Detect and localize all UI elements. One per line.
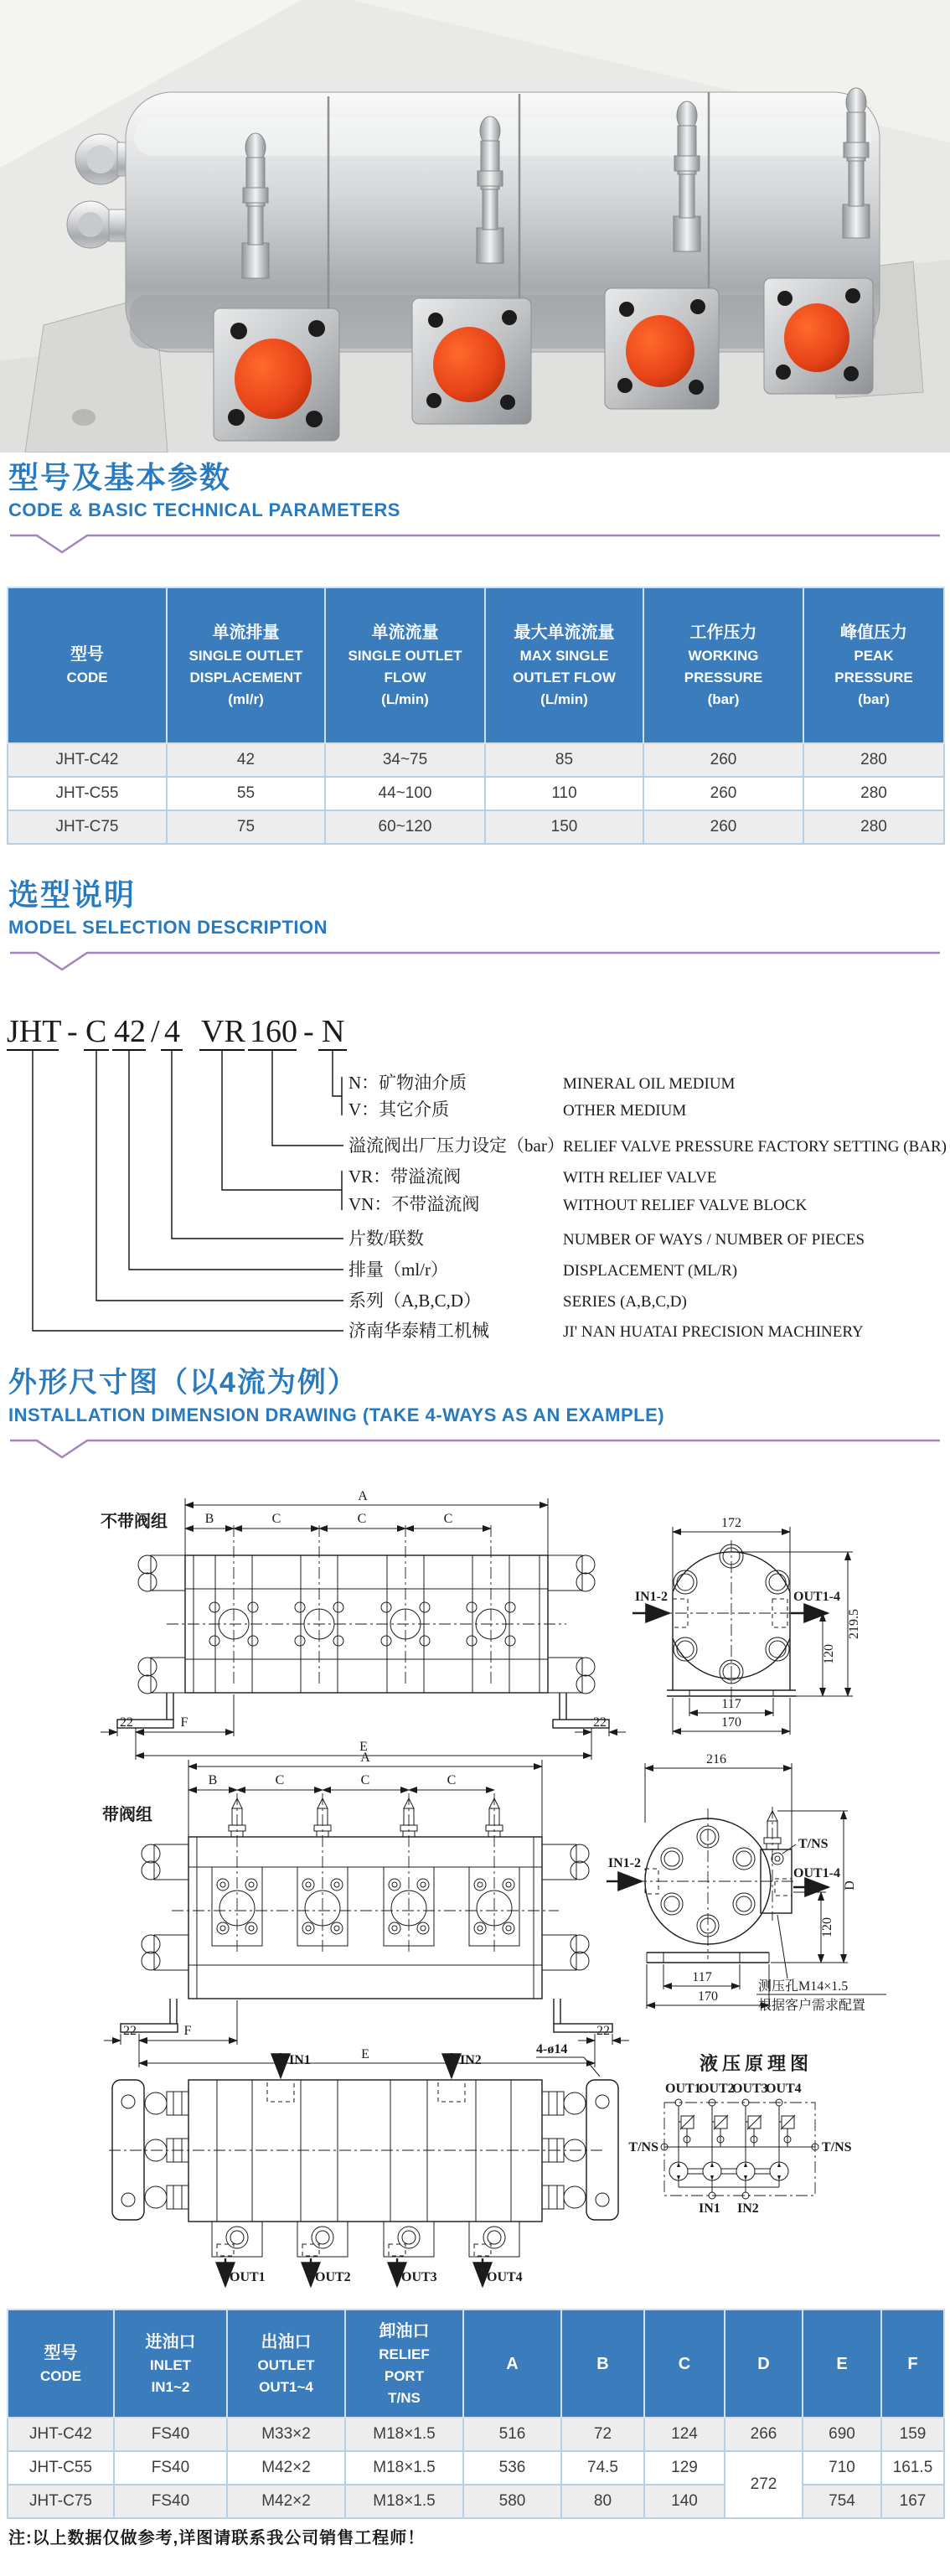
label-vr-en: WITH RELIEF VALVE	[563, 1169, 717, 1187]
cell: FS40	[114, 2485, 227, 2518]
code-connector-lines	[33, 1050, 343, 1331]
dim-170: 170	[698, 1989, 718, 2004]
product-photo-illustration	[0, 0, 950, 453]
dimension-drawings	[0, 1475, 950, 2313]
dim-D: D	[843, 1880, 857, 1891]
cell: JHT-C55	[8, 777, 167, 810]
schematic-out3: OUT3	[732, 2082, 768, 2096]
dim-B: B	[208, 1773, 218, 1787]
ports-col-code: 型号 CODE	[8, 2310, 114, 2418]
dim-120: 120	[822, 1644, 836, 1664]
cell: 159	[881, 2418, 944, 2451]
code-seg-dash2: -	[303, 1014, 314, 1049]
label-medium-n: N：矿物油介质	[349, 1073, 467, 1093]
port-in2: IN2	[460, 2053, 482, 2067]
schematic-in1: IN1	[699, 2201, 720, 2216]
drawing1-end-view	[632, 1516, 861, 1735]
cell: 280	[803, 743, 944, 777]
cell: 75	[167, 810, 325, 844]
cell: M18×1.5	[345, 2485, 463, 2518]
cell: 74.5	[561, 2451, 644, 2485]
cell: FS40	[114, 2418, 227, 2451]
code-seg-series: C	[85, 1014, 107, 1049]
cell: M18×1.5	[345, 2451, 463, 2485]
code-seg-ways: 4	[164, 1014, 180, 1049]
ports-col-E: E	[803, 2310, 881, 2418]
drawing2-end-fittings	[142, 1844, 589, 1970]
dim-22: 22	[593, 1715, 607, 1730]
label-relief-setting: 溢流阀出厂压力设定（bar）	[349, 1135, 565, 1156]
params-col-peak-pressure: 峰值压力 PEAK PRESSURE (bar)	[803, 587, 944, 743]
dim-B: B	[204, 1512, 214, 1526]
cell: 690	[803, 2418, 881, 2451]
ports-col-relief: 卸油口 RELIEF PORT T/NS	[345, 2310, 463, 2418]
dim-E: E	[361, 2047, 369, 2061]
code-labels-en	[563, 1075, 947, 1341]
drawing1-brackets	[117, 1693, 609, 1728]
params-col-working-pressure: 工作压力 WORKING PRESSURE (bar)	[643, 587, 803, 743]
code-seg-dash1: -	[67, 1014, 78, 1049]
cell-merged-D: 272	[725, 2451, 803, 2518]
label-medium-v-en: OTHER MEDIUM	[563, 1102, 687, 1120]
label-ways: 片数/联数	[349, 1229, 424, 1249]
code-seg-jht: JHT	[7, 1014, 62, 1049]
cell: 266	[725, 2418, 803, 2451]
cell: 44~100	[325, 777, 485, 810]
port-out1-4: OUT1-4	[793, 1590, 840, 1604]
schematic-title: 液压原理图	[700, 2053, 813, 2074]
dim-22: 22	[123, 2024, 137, 2038]
params-col-code: 型号 CODE	[8, 587, 167, 743]
label-series: 系列（A,B,C,D）	[349, 1291, 482, 1311]
code-seg-valve: VR	[201, 1014, 245, 1049]
dim-C: C	[360, 1773, 370, 1787]
model-code-diagram	[0, 1001, 950, 1362]
ports-table-header-row	[8, 2310, 944, 2418]
section-divider	[8, 1437, 942, 1461]
dim-C: C	[271, 1512, 281, 1526]
port-out1: OUT1	[230, 2270, 266, 2284]
cell: 536	[463, 2451, 561, 2485]
schematic-tns-left: T/NS	[628, 2140, 658, 2154]
cell: M42×2	[227, 2485, 345, 2518]
dim-C: C	[357, 1512, 367, 1526]
drawing2-stems	[229, 1793, 503, 1954]
cell: 60~120	[325, 810, 485, 844]
cell: 280	[803, 777, 944, 810]
drawing2-brackets	[121, 1999, 612, 2032]
red-cap	[784, 303, 849, 372]
table-row	[8, 2418, 944, 2451]
schematic-in2: IN2	[737, 2201, 759, 2216]
cell: 85	[485, 743, 643, 777]
cell: 280	[803, 810, 944, 844]
port-in1-2: IN1-2	[607, 1856, 641, 1870]
params-table-header-row	[8, 587, 944, 743]
table-row	[8, 743, 944, 777]
section-dimensions-title-zh: 外形尺寸图（以4流为例）	[8, 1367, 358, 1399]
dim-170: 170	[721, 1715, 741, 1730]
drawing2-end-view	[607, 1752, 886, 2013]
params-col-flow: 单流流量 SINGLE OUTLET FLOW (L/min)	[325, 587, 485, 743]
cell: M42×2	[227, 2451, 345, 2485]
dim-C: C	[443, 1512, 453, 1526]
params-table	[7, 587, 945, 845]
cell: 516	[463, 2418, 561, 2451]
dim-172: 172	[721, 1516, 741, 1530]
drawing2-valve-blocks	[212, 1867, 519, 1946]
table-row	[8, 2485, 944, 2518]
drawing-no-valve-group	[101, 1489, 861, 1760]
label-vn: VN：不带溢流阀	[349, 1194, 480, 1214]
params-col-maxflow: 最大单流流量 MAX SINGLE OUTLET FLOW (L/min)	[485, 587, 643, 743]
label-company-en: JI' NAN HUATAI PRECISION MACHINERY	[563, 1323, 864, 1341]
cell: 42	[167, 743, 325, 777]
footer-note: 注:以上数据仅做参考,详图请联系我公司销售工程师！	[8, 2529, 426, 2548]
ports-col-F: F	[881, 2310, 944, 2418]
label-series-en: SERIES (A,B,C,D)	[563, 1293, 687, 1311]
cell: JHT-C75	[8, 810, 167, 844]
dim-117: 117	[692, 1970, 712, 1984]
drawing1-end-fittings	[138, 1555, 595, 1694]
dim-A: A	[360, 1751, 370, 1765]
code-seg-pressure: 160	[250, 1014, 297, 1049]
ports-col-A: A	[463, 2310, 561, 2418]
cell: FS40	[114, 2451, 227, 2485]
dim-216: 216	[706, 1752, 726, 1766]
label-medium-v: V：其它介质	[349, 1099, 450, 1120]
section-selection-title-zh: 选型说明	[8, 877, 137, 912]
table-row	[8, 777, 944, 810]
port-tns: T/NS	[798, 1837, 829, 1851]
section-dimensions	[8, 1364, 943, 1461]
ports-col-B: B	[561, 2310, 644, 2418]
drawing3-outlet-blocks	[212, 2222, 523, 2286]
dim-117: 117	[721, 1697, 741, 1711]
code-seg-medium: N	[322, 1014, 345, 1049]
cell: 260	[643, 777, 803, 810]
schematic-tns-right: T/NS	[822, 2140, 852, 2154]
cell: 72	[561, 2418, 644, 2451]
section-params-title-en: CODE & BASIC TECHNICAL PARAMETERS	[8, 499, 400, 520]
section-params-title-zh: 型号及基本参数	[8, 460, 232, 494]
dim-219-5: 219.5	[847, 1609, 861, 1639]
label-displacement-en: DISPLACEMENT (ML/R)	[563, 1262, 738, 1280]
port-in1-2: IN1-2	[634, 1590, 668, 1604]
cell: 710	[803, 2451, 881, 2485]
code-seg-displacement: 42	[114, 1014, 146, 1049]
cell: 260	[643, 810, 803, 844]
label-vr: VR：带溢流阀	[349, 1166, 462, 1187]
cell: 55	[167, 777, 325, 810]
drawing1-ports	[209, 1525, 515, 1684]
code-labels-zh	[349, 1073, 565, 1341]
dim-22: 22	[120, 1715, 133, 1730]
dim-F: F	[180, 1715, 188, 1730]
section-divider	[8, 949, 942, 973]
drawing2-label: 带阀组	[102, 1806, 152, 1824]
port-out1-4: OUT1-4	[793, 1866, 840, 1880]
label-relief-setting-en: RELIEF VALVE PRESSURE FACTORY SETTING (BAR)	[563, 1138, 947, 1156]
cell: JHT-C42	[8, 743, 167, 777]
dim-F: F	[183, 2024, 192, 2038]
drawing-top-view	[109, 2042, 618, 2286]
code-seg-slash: /	[151, 1014, 160, 1049]
schematic-out2: OUT2	[699, 2082, 735, 2096]
cell: 754	[803, 2485, 881, 2518]
cell: 167	[881, 2485, 944, 2518]
section-selection-title-en: MODEL SELECTION DESCRIPTION	[8, 917, 328, 938]
ports-col-D: D	[725, 2310, 803, 2418]
dim-120: 120	[820, 1917, 834, 1937]
cell: JHT-C75	[8, 2485, 114, 2518]
label-displacement: 排量（ml/r）	[349, 1260, 448, 1280]
port-in1: IN1	[289, 2053, 311, 2067]
drawing-valve-group	[102, 1751, 886, 2067]
cell: JHT-C42	[8, 2418, 114, 2451]
cell: 124	[644, 2418, 725, 2451]
ports-col-inlet: 进油口 INLET IN1~2	[114, 2310, 227, 2418]
port-out4: OUT4	[487, 2270, 523, 2284]
section-params	[8, 459, 943, 556]
cell: JHT-C55	[8, 2451, 114, 2485]
cell: 110	[485, 777, 643, 810]
schematic-out1: OUT1	[665, 2082, 701, 2096]
ports-col-C: C	[644, 2310, 725, 2418]
cell: 129	[644, 2451, 725, 2485]
cell: 140	[644, 2485, 725, 2518]
table-row	[8, 810, 944, 844]
drawing1-label: 不带阀组	[101, 1513, 168, 1531]
port-out2: OUT2	[315, 2270, 351, 2284]
cell: 260	[643, 743, 803, 777]
red-cap	[433, 327, 505, 402]
model-code-string	[7, 1014, 344, 1049]
ports-table	[7, 2309, 945, 2519]
section-selection	[8, 877, 943, 973]
section-divider	[8, 532, 942, 556]
dim-C: C	[447, 1773, 457, 1787]
note-custom-config: 根据客户需求配置	[758, 1999, 866, 2013]
dim-E: E	[359, 1740, 368, 1754]
cell: M33×2	[227, 2418, 345, 2451]
section-dimensions-title-en: INSTALLATION DIMENSION DRAWING (TAKE 4-WAYS AS AN EXAMPLE)	[8, 1404, 665, 1425]
dim-C: C	[275, 1773, 285, 1787]
red-cap	[235, 339, 312, 419]
params-col-displacement: 单流排量 SINGLE OUTLET DISPLACEMENT (ml/r)	[167, 587, 325, 743]
hydraulic-schematic	[628, 2053, 851, 2216]
holes-4x14: 4-ø14	[536, 2042, 568, 2056]
dim-22: 22	[596, 2024, 610, 2038]
cell: 580	[463, 2485, 561, 2518]
schematic-out4: OUT4	[766, 2082, 802, 2096]
port-out3: OUT3	[401, 2270, 437, 2284]
cell: 161.5	[881, 2451, 944, 2485]
label-ways-en: NUMBER OF WAYS / NUMBER OF PIECES	[563, 1231, 865, 1249]
note-pressure-hole: 测压孔M14×1.5	[758, 1979, 849, 1994]
cell: 34~75	[325, 743, 485, 777]
label-vn-en: WITHOUT RELIEF VALVE BLOCK	[563, 1197, 808, 1214]
cell: 80	[561, 2485, 644, 2518]
product-photo	[0, 0, 950, 453]
dim-A: A	[358, 1489, 368, 1503]
red-cap	[626, 315, 694, 387]
table-row	[8, 2451, 944, 2485]
label-company: 济南华泰精工机械	[349, 1321, 489, 1341]
cell: 150	[485, 810, 643, 844]
ports-col-outlet: 出油口 OUTLET OUT1~4	[227, 2310, 345, 2418]
cell: M18×1.5	[345, 2418, 463, 2451]
label-medium-n-en: MINERAL OIL MEDIUM	[563, 1075, 736, 1093]
